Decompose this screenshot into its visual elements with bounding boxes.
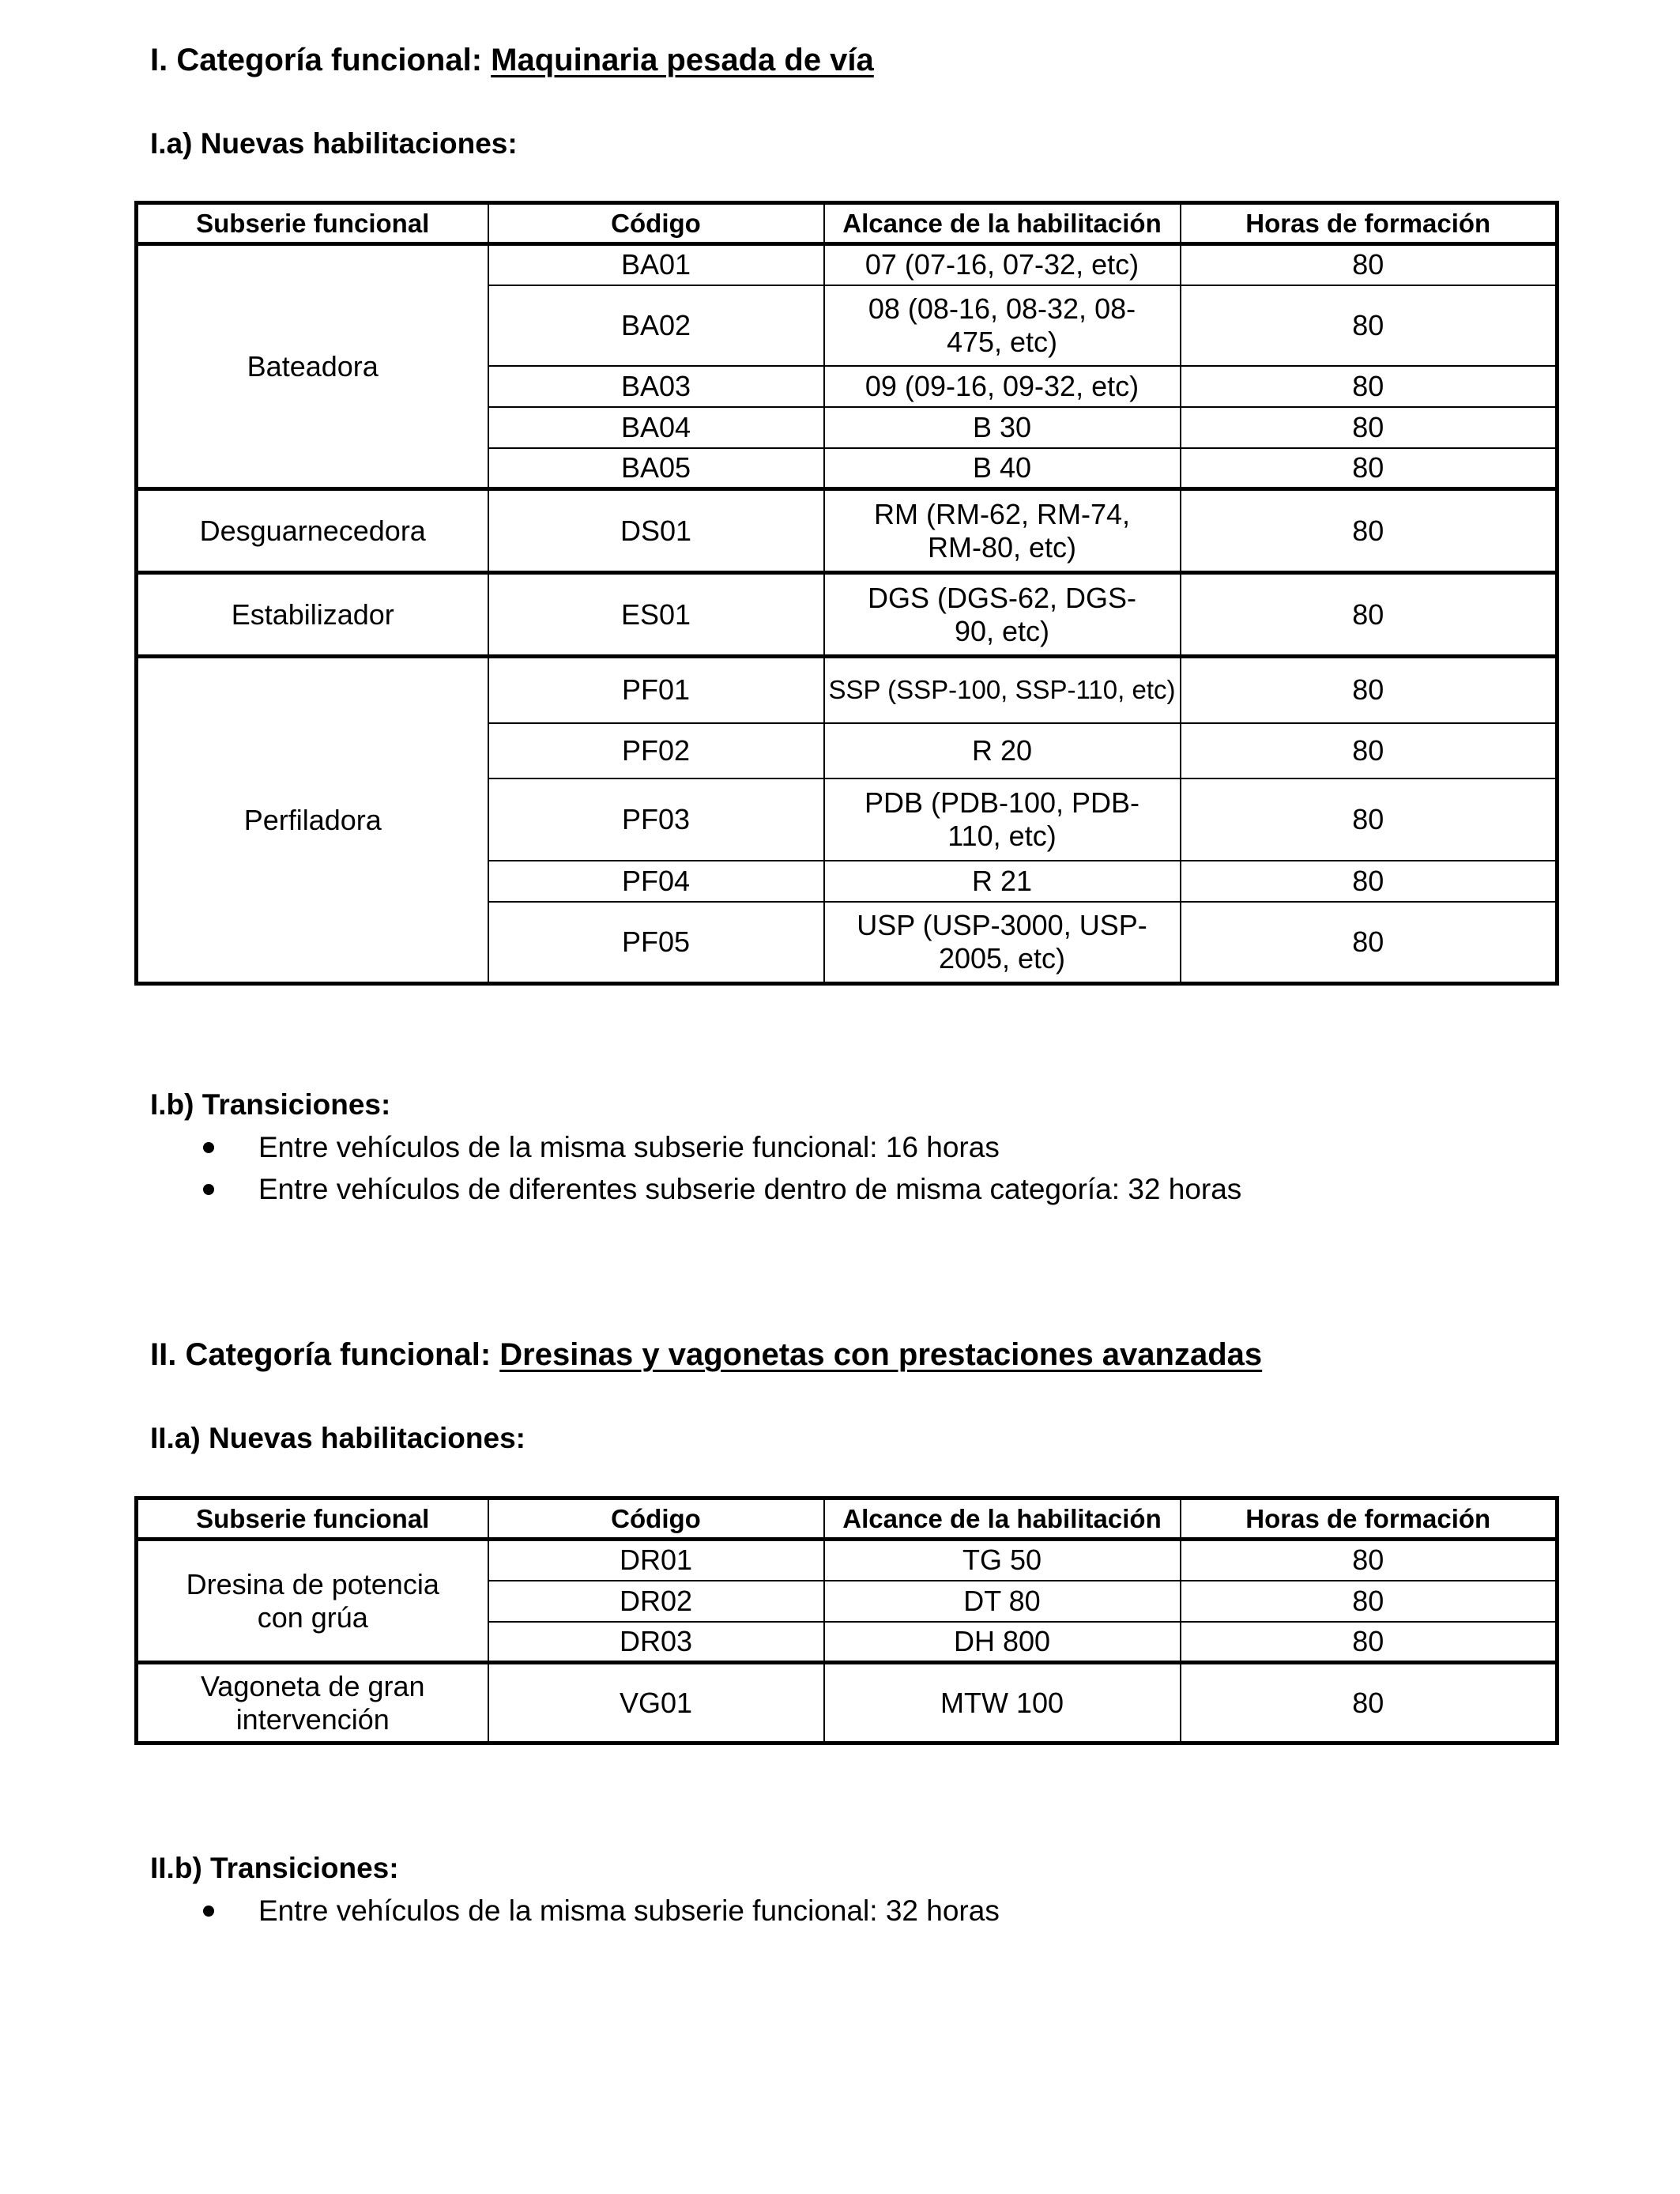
hours-cell: 80 (1181, 285, 1558, 366)
bullet-icon (203, 1184, 214, 1195)
header-horas: Horas de formación (1181, 1498, 1558, 1540)
scope-cell: R 20 (824, 723, 1181, 778)
scope-cell: B 30 (824, 407, 1181, 448)
code-cell: DR02 (488, 1581, 824, 1622)
table-row (137, 1663, 1558, 1744)
list-item (150, 1168, 1241, 1210)
code-cell: BA03 (488, 366, 824, 407)
scope-cell: 07 (07-16, 07-32, etc) (824, 244, 1181, 285)
hours-cell: 80 (1181, 366, 1558, 407)
scope-cell: TG 50 (824, 1540, 1181, 1581)
subserie-cell: Bateadora (137, 244, 488, 489)
hours-cell: 80 (1181, 778, 1558, 861)
subserie-cell: Dresina de potencia con grúa (137, 1540, 488, 1663)
code-cell: DR03 (488, 1622, 824, 1663)
code-cell: PF05 (488, 902, 824, 984)
hours-cell: 80 (1181, 861, 1558, 902)
table-row (137, 1540, 1558, 1581)
section-2-heading-prefix: II. Categoría funcional: (150, 1337, 500, 1372)
section-2-subheading-a: II.a) Nuevas habilitaciones: (150, 1422, 525, 1454)
hours-cell: 80 (1181, 244, 1558, 285)
section-2-heading-title: Dresinas y vagonetas con prestaciones avanzadas (499, 1337, 1263, 1372)
code-cell: PF04 (488, 861, 824, 902)
section-1-heading-prefix: I. Categoría funcional: (150, 43, 492, 77)
code-cell: PF01 (488, 657, 824, 723)
bullet-icon (203, 1142, 214, 1153)
scope-cell: 08 (08-16, 08-32, 08-475, etc) (824, 285, 1181, 366)
hours-cell: 80 (1181, 1622, 1558, 1663)
code-cell: BA02 (488, 285, 824, 366)
list-item (150, 1890, 1000, 1932)
hours-cell: 80 (1181, 723, 1558, 778)
hours-cell: 80 (1181, 657, 1558, 723)
header-subserie: Subserie funcional (137, 1498, 488, 1540)
section-2-table (134, 1496, 1559, 1745)
list-item-text: Entre vehículos de la misma subserie funcional: 32 horas (258, 1894, 1000, 1927)
hours-cell: 80 (1181, 902, 1558, 984)
code-cell: BA05 (488, 448, 824, 489)
bullet-icon (203, 1906, 214, 1917)
scope-cell: RM (RM-62, RM-74, RM-80, etc) (824, 489, 1181, 573)
section-1-heading-title: Maquinaria pesada de vía (491, 43, 874, 77)
section-1-subheading-a: I.a) Nuevas habilitaciones: (150, 127, 518, 160)
list-item-text: Entre vehículos de la misma subserie funcional: 16 horas (258, 1131, 1000, 1163)
table-header-row (137, 1498, 1558, 1540)
section-1-heading (150, 41, 874, 79)
scope-cell: 09 (09-16, 09-32, etc) (824, 366, 1181, 407)
scope-cell: SSP (SSP-100, SSP-110, etc) (824, 657, 1181, 723)
scope-cell: PDB (PDB-100, PDB-110, etc) (824, 778, 1181, 861)
header-horas: Horas de formación (1181, 203, 1558, 244)
section-2-transitions-list (150, 1890, 1000, 1932)
list-item (150, 1126, 1241, 1168)
table-row (137, 573, 1558, 657)
table-row (137, 244, 1558, 285)
table-row (137, 489, 1558, 573)
table-header-row (137, 203, 1558, 244)
scope-cell: R 21 (824, 861, 1181, 902)
section-2-subheading-b: II.b) Transiciones: (150, 1852, 399, 1884)
header-alcance: Alcance de la habilitación (824, 203, 1181, 244)
hours-cell: 80 (1181, 1581, 1558, 1622)
subserie-cell: Perfiladora (137, 657, 488, 984)
hours-cell: 80 (1181, 448, 1558, 489)
code-cell: PF03 (488, 778, 824, 861)
code-cell: DR01 (488, 1540, 824, 1581)
section-1-transitions-list (150, 1126, 1241, 1210)
hours-cell: 80 (1181, 407, 1558, 448)
code-cell: DS01 (488, 489, 824, 573)
code-cell: BA01 (488, 244, 824, 285)
scope-cell: USP (USP-3000, USP-2005, etc) (824, 902, 1181, 984)
hours-cell: 80 (1181, 1663, 1558, 1744)
scope-cell: DGS (DGS-62, DGS-90, etc) (824, 573, 1181, 657)
code-cell: BA04 (488, 407, 824, 448)
scope-cell: B 40 (824, 448, 1181, 489)
code-cell: PF02 (488, 723, 824, 778)
header-codigo: Código (488, 1498, 824, 1540)
subserie-cell: Desguarnecedora (137, 489, 488, 573)
header-codigo: Código (488, 203, 824, 244)
subserie-cell: Estabilizador (137, 573, 488, 657)
header-alcance: Alcance de la habilitación (824, 1498, 1181, 1540)
table-row (137, 657, 1558, 723)
section-1-table (134, 201, 1559, 986)
hours-cell: 80 (1181, 1540, 1558, 1581)
code-cell: VG01 (488, 1663, 824, 1744)
code-cell: ES01 (488, 573, 824, 657)
section-1-subheading-b: I.b) Transiciones: (150, 1088, 391, 1121)
hours-cell: 80 (1181, 573, 1558, 657)
scope-cell: MTW 100 (824, 1663, 1181, 1744)
list-item-text: Entre vehículos de diferentes subserie dentro de misma categoría: 32 horas (258, 1173, 1242, 1205)
section-2-heading (150, 1336, 1262, 1374)
subserie-cell: Vagoneta de gran intervención (137, 1663, 488, 1744)
scope-cell: DH 800 (824, 1622, 1181, 1663)
hours-cell: 80 (1181, 489, 1558, 573)
header-subserie: Subserie funcional (137, 203, 488, 244)
scope-cell: DT 80 (824, 1581, 1181, 1622)
